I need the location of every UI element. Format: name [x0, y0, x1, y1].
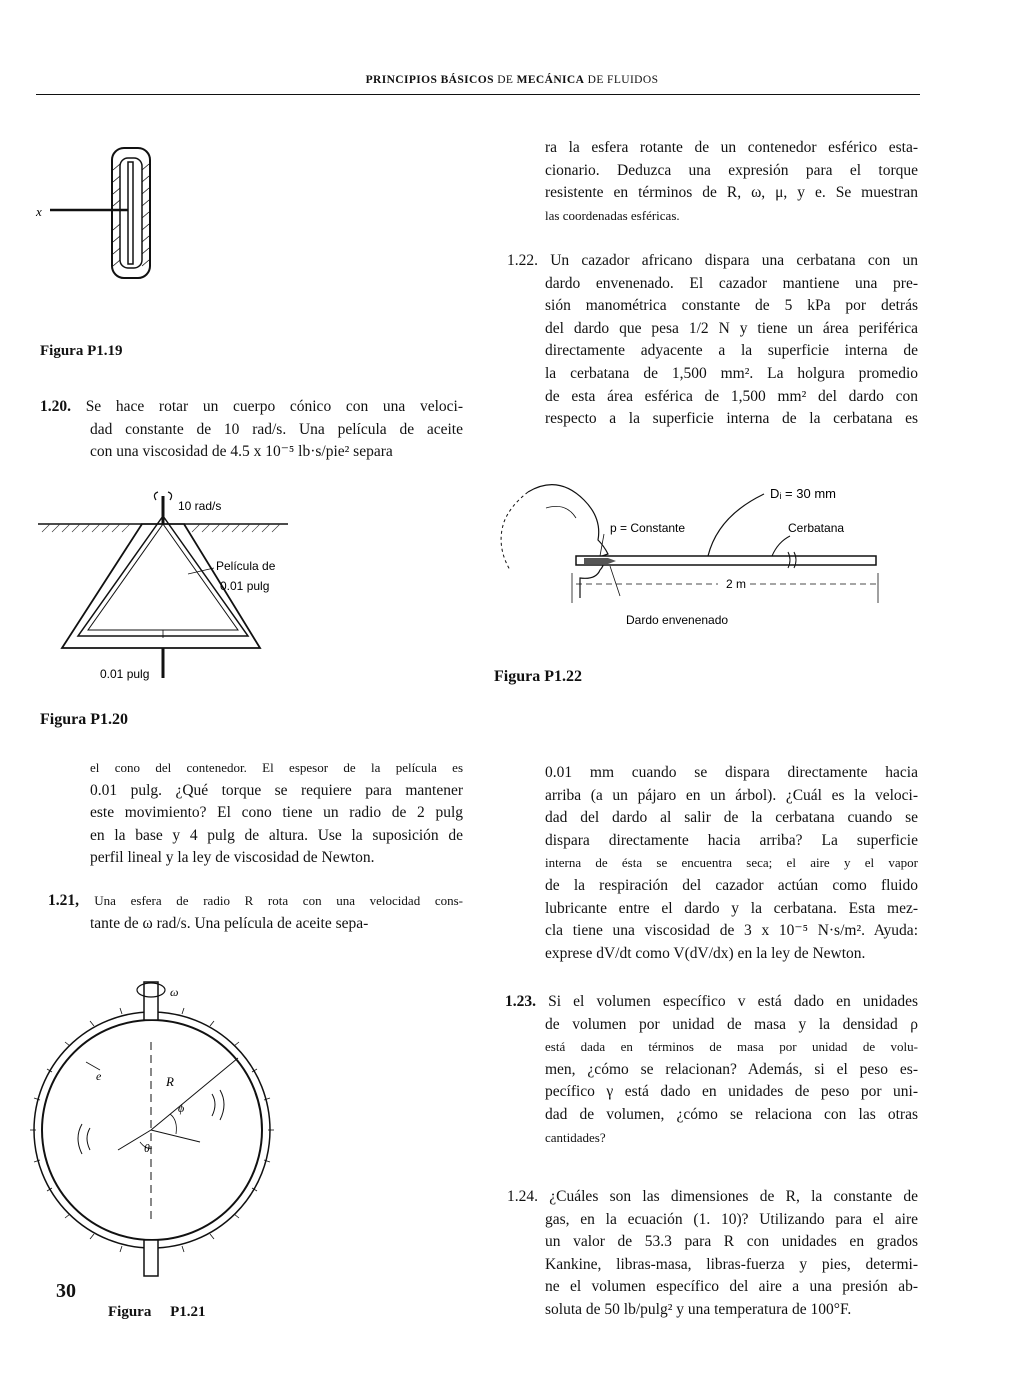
p122-line-3: sión manométrica constante de 5 kPa por detrás [545, 297, 918, 315]
p122b-line-4: dispara directamente hacia arriba? La superficie [545, 831, 918, 849]
p122b-line-8: cla tiene una viscosidad de 3 x 10⁻⁵ N·s/m². Ayuda: [545, 922, 918, 940]
p122b-line-3: dad del dardo al salir de la cerbatana cuando se [545, 809, 918, 827]
figure-p1-20 [38, 488, 298, 688]
fig122-dardo-label: Dardo envenenado [626, 613, 729, 627]
p121b-line-3: resistente en términos de R, ω, μ, y e. Se muestran [545, 184, 918, 202]
p120-line-3: con una viscosidad de 4.5 x 10⁻⁵ lb·s/pie² separa [90, 443, 393, 461]
fig121-theta-label: θ [144, 1141, 150, 1155]
fig120-film-label-1: Película de [216, 559, 276, 573]
problem-1-23-number: 1.23. [505, 993, 536, 1010]
p124-line-3: un valor de 53.3 para R con unidades en grados [545, 1233, 918, 1251]
p122-line-4: del dardo que pesa 1/2 N y tiene un área periférica [545, 319, 918, 337]
p122b-line-5: interna de ésta se encuentra seca; el aire y el vapor [545, 855, 918, 871]
fig121-phi-label: ϕ [178, 1101, 185, 1115]
fig121-r-label: R [166, 1074, 174, 1089]
p120b-line-2: 0.01 pulg. ¿Qué torque se requiere para mantener [90, 781, 463, 799]
p122b-line-2: arriba (a un pájaro en un árbol). ¿Cuál es la veloci- [545, 786, 918, 804]
p123-line-2: de volumen por unidad de masa y la densidad ρ [545, 1015, 918, 1033]
problem-1-24-number: 1.24. [507, 1188, 538, 1205]
fig122-caption: Figura P1.22 [494, 668, 582, 685]
fig120-film-label-2: 0.01 pulg [220, 579, 270, 593]
p122-line-8: respecto a la superficie interna de la cerbatana es [545, 410, 918, 428]
fig121-caption: Figura P1.21 [108, 1304, 206, 1320]
figure-p1-22 [488, 478, 888, 638]
problem-1-21 [48, 890, 463, 935]
problem-1-20 [40, 396, 463, 464]
p121-line-2: tante de ω rad/s. Una película de aceite sepa- [90, 914, 369, 932]
p123-line-5: pecífico γ está dado en unidades de peso por uni- [545, 1083, 918, 1101]
problem-1-20-number: 1.20. [40, 398, 71, 415]
p122b-line-1: 0.01 mm cuando se dispara directamente hacia [545, 764, 918, 781]
p123-line-7: cantidades? [545, 1129, 606, 1145]
p122-line-7: de esta área esférica de 1,500 mm² del dardo con [545, 387, 918, 405]
fig121-e-label: e [96, 1069, 102, 1083]
page-number: 30 [56, 1280, 76, 1302]
p124-line-2: gas, en la ecuación (1. 10)? Utilizando para el aire [545, 1210, 918, 1228]
header-part2: BÁSICOS [440, 74, 494, 86]
problem-1-21-number: 1.21, [48, 892, 79, 909]
p122b-line-6: de la respiración del cazador actúan como fluido [545, 876, 918, 894]
fig121-omega-label: ω [170, 985, 179, 999]
fig122-cerbatana-label: Cerbatana [788, 521, 845, 535]
running-header [0, 74, 1024, 86]
problem-1-22 [507, 250, 918, 431]
p123-line-4: men, ¿cómo se relacionan? Además, si el peso es- [545, 1060, 918, 1078]
p120b-line-4: en la base y 4 pulg de altura. Use la suposición de [90, 826, 463, 844]
header-rule [36, 94, 920, 95]
p122-line-5: directamente adyacente a la superficie interna de [545, 342, 918, 360]
p124-line-1: ¿Cuáles son las dimensiones de R, la constante de [549, 1188, 918, 1205]
p120b-line-3: este movimiento? El cono tiene un radio de 2 pulg [90, 804, 463, 822]
header-part3: DE [497, 74, 514, 86]
p123-line-6: dad de volumen, ¿cómo se relaciona con las otras [545, 1105, 918, 1123]
p124-line-6: soluta de 50 lb/pulg² y una temperatura de 100°F. [545, 1300, 852, 1318]
p122-line-6: la cerbatana de 1,500 mm². La holgura promedio [545, 364, 918, 382]
fig122-p-label: p = Constante [610, 521, 686, 535]
p120-line-2: dad constante de 10 rad/s. Una película de aceite [90, 420, 463, 438]
p122b-line-9: exprese dV/dt como V(dV/dx) en la ley de Newton. [545, 944, 866, 962]
fig119-caption: Figura P1.19 [40, 343, 123, 359]
problem-1-22-continued [545, 762, 918, 965]
header-part1: PRINCIPIOS [365, 74, 438, 86]
problem-1-23 [505, 991, 918, 1149]
problem-1-20-continued [90, 757, 463, 870]
fig119-x-label: x [36, 204, 42, 219]
problem-1-22-number: 1.22. [507, 252, 538, 269]
header-part4: MECÁNICA [516, 74, 585, 86]
fig122-di-label: Dᵢ = 30 mm [770, 486, 836, 501]
fig122-length-label: 2 m [726, 577, 747, 591]
p120-line-1: Se hace rotar un cuerpo cónico con una veloci- [85, 398, 464, 415]
header-part5: DE FLUIDOS [587, 74, 659, 86]
p123-line-1: Si el volumen específico v está dado en unidades [548, 993, 918, 1010]
p122-line-2: dardo envenenado. El cazador mantiene una pre- [545, 274, 918, 292]
fig120-caption: Figura P1.20 [40, 711, 128, 728]
p121b-line-4: las coordenadas esféricas. [545, 207, 680, 223]
problem-1-21-continued [545, 137, 918, 227]
p120b-line-5: perfil lineal y la ley de viscosidad de Newton. [90, 849, 375, 867]
p121b-line-2: cionario. Deduzca una expresión para el torque [545, 161, 918, 179]
p120b-line-1: el cono del contenedor. El espesor de la película es [90, 760, 463, 775]
fig120-speed-label: 10 rad/s [178, 499, 222, 513]
p123-line-3: está dada en términos de masa por unidad de volu- [545, 1039, 918, 1055]
p124-line-4: Kankine, libras-masa, libras-fuerza y pies, determi- [545, 1255, 918, 1273]
figure-p1-21 [20, 972, 280, 1282]
figure-p1-19 [30, 140, 170, 290]
problem-1-24 [507, 1186, 918, 1322]
p121-line-1: Una esfera de radio R rota con una velocidad cons- [94, 893, 464, 908]
p124-line-5: ne el volumen específico del aire a una presión ab- [545, 1278, 918, 1296]
p122-line-1: Un cazador africano dispara una cerbatana con un [550, 252, 918, 269]
fig120-bottom-label: 0.01 pulg [100, 667, 150, 681]
p122b-line-7: lubricante entre el dardo y la cerbatana. Esta mez- [545, 899, 918, 917]
p121b-line-1: ra la esfera rotante de un contenedor esférico esta- [545, 139, 918, 156]
